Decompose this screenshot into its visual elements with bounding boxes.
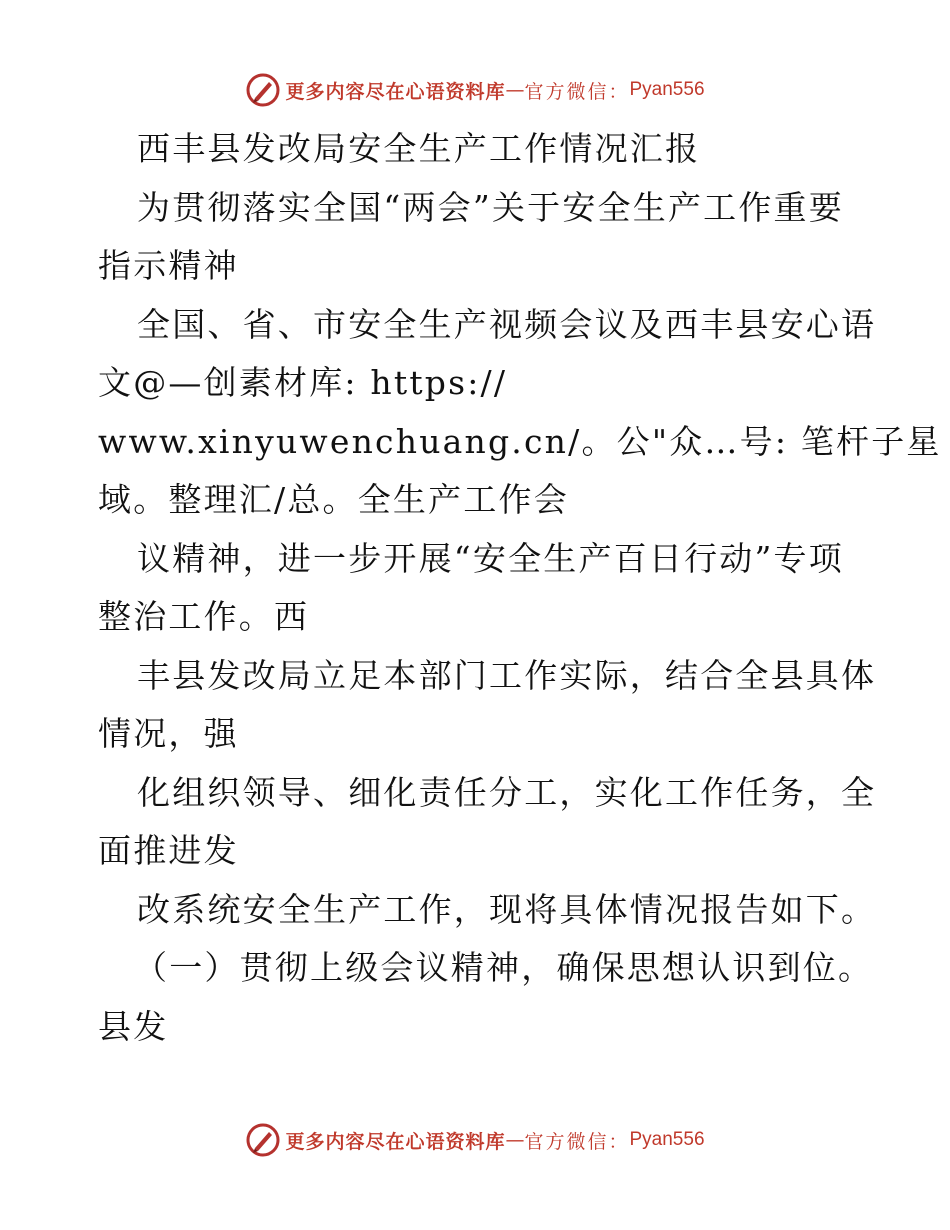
paragraph-line: 面推进发 <box>98 831 239 870</box>
watermark-brand: 更多内容尽在心语资料库 <box>285 1130 506 1153</box>
paragraph-line: www.xinyuwenchuang.cn/。公"众…号: 笔杆子星 <box>98 421 942 461</box>
document-title: 西丰县发改局安全生产工作情况汇报 <box>137 129 701 168</box>
section-heading-line: （一）贯彻上级会议精神，确保思想认识到位。 <box>134 948 874 987</box>
paragraph-line: 县发 <box>98 1006 169 1046</box>
watermark-banner-top <box>0 70 950 110</box>
pen-nib-logo-icon <box>245 1122 281 1158</box>
paragraph-line: 文@—创素材库: https:// <box>98 363 508 402</box>
watermark-dash: — <box>505 1129 525 1151</box>
paragraph-line: 为贯彻落实全国“两会”关于安全生产工作重要 <box>137 187 844 227</box>
paragraph-line: 全国、省、市安全生产视频会议及西丰县安心语 <box>137 304 877 344</box>
watermark-wechat-id: Pyan556 <box>629 79 705 100</box>
paragraph-line: 情况，强 <box>98 714 239 753</box>
watermark-banner-bottom <box>0 1120 950 1160</box>
paragraph-line: 化组织领导、细化责任分工，实化工作任务，全 <box>137 772 877 812</box>
watermark-brand: 更多内容尽在心语资料库 <box>285 80 506 103</box>
watermark-wechat-label: 官方微信： <box>524 80 630 103</box>
paragraph-line: 指示精神 <box>98 246 239 285</box>
watermark-wechat-label: 官方微信： <box>524 1130 630 1153</box>
paragraph-line: 改系统安全生产工作，现将具体情况报告如下。 <box>137 889 877 929</box>
document-body <box>98 120 942 1056</box>
paragraph-line: 整治工作。西 <box>98 597 310 636</box>
paragraph-line: 域。整理汇/总。全生产工作会 <box>98 480 569 519</box>
paragraph-line: 丰县发改局立足本部门工作实际，结合全县具体 <box>137 655 877 695</box>
pen-nib-logo-icon <box>245 72 281 108</box>
paragraph-line: 议精神，进一步开展“安全生产百日行动”专项 <box>137 538 844 578</box>
watermark-dash: — <box>505 79 525 101</box>
watermark-wechat-id: Pyan556 <box>629 1129 705 1150</box>
